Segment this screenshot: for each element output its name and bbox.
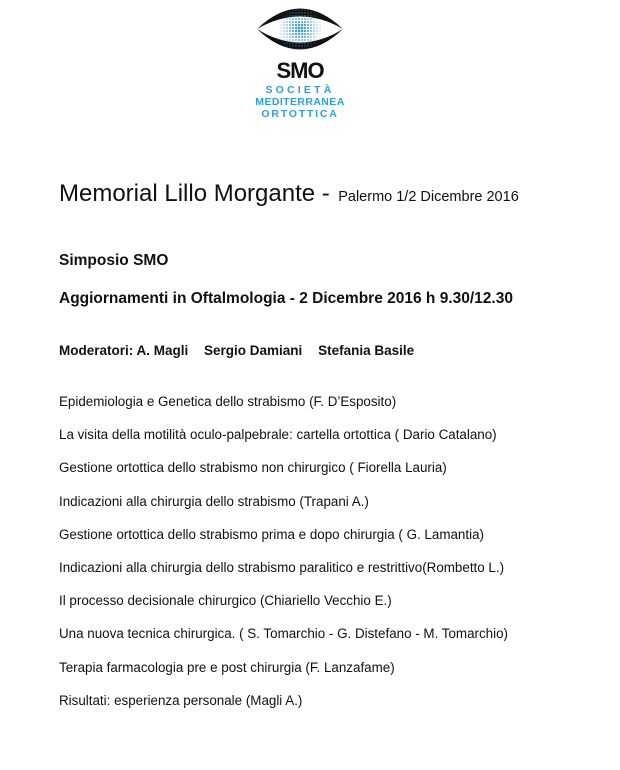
talk-item: Il processo decisionale chirurgico (Chiariello Vecchio E.): [59, 593, 392, 609]
talk-list: [59, 393, 508, 725]
location-date: Palermo 1/2 Dicembre 2016: [338, 189, 519, 205]
moderator-label: Moderatori: A. Magli: [59, 343, 189, 358]
talk-item: La visita della motilità oculo-palpebrale: cartella ortottica ( Dario Catalano): [59, 427, 497, 443]
logo-line-ortottica: ORTOTTICA: [261, 108, 339, 120]
talk-item: Epidemiologia e Genetica dello strabismo (F. D’Esposito): [59, 394, 397, 409]
logo-line-mediterranea: MEDITERRANEA: [255, 96, 345, 108]
logo-wordmark: SMO: [276, 58, 324, 82]
talk-item: Una nuova tecnica chirurgica. ( S. Tomarchio - G. Distefano - M. Tomarchio): [59, 626, 509, 642]
symposium-heading: Simposio SMO: [59, 252, 169, 269]
talk-item: Gestione ortottica dello strabismo non chirurgico ( Fiorella Lauria): [59, 460, 447, 476]
page-title: [59, 180, 519, 208]
talk-item: Indicazioni alla chirurgia dello strabismo paralitico e restrittivo(Rombetto L.): [59, 559, 505, 575]
moderators-line: [59, 343, 426, 358]
moderator-name: Sergio Damiani: [204, 343, 303, 358]
talk-item: Risultati: esperienza personale (Magli A.): [59, 692, 303, 708]
smo-logo: [250, 0, 350, 130]
talk-item: Gestione ortottica dello strabismo prima e dopo chirurgia ( G. Lamantia): [59, 526, 484, 542]
moderator-name: Stefania Basile: [318, 343, 415, 358]
eye-logo-icon: [255, 0, 345, 82]
memorial-title: Memorial Lillo Morgante -: [59, 180, 330, 207]
talk-item: Terapia farmacologia pre e post chirurgia (F. Lanzafame): [59, 659, 395, 675]
talk-item: Indicazioni alla chirurgia dello strabismo (Trapani A.): [59, 493, 369, 509]
logo-line-societa: SOCIETÀ: [265, 84, 335, 96]
session-heading: Aggiornamenti in Oftalmologia - 2 Dicembre 2016 h 9.30/12.30: [59, 290, 513, 307]
